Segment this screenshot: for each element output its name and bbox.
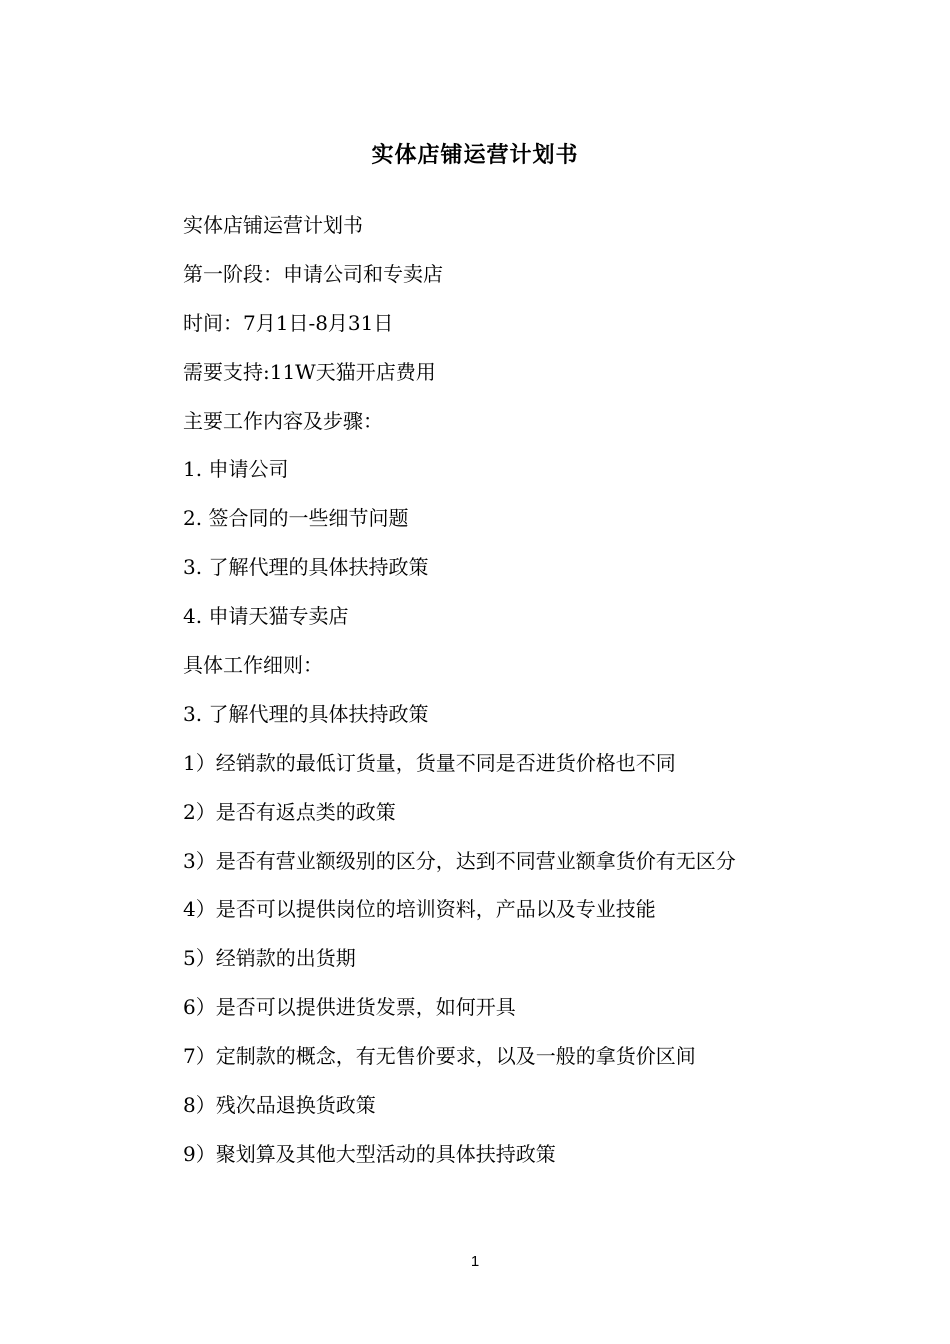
list-item: 4. 申请天猫专卖店 — [183, 604, 349, 629]
document-body — [183, 209, 883, 1187]
body-line: 第一阶段：申请公司和专卖店 — [183, 261, 443, 286]
list-item: 3）是否有营业额级别的区分，达到不同营业额拿货价有无区分 — [183, 848, 736, 873]
list-item: 7）定制款的概念，有无售价要求，以及一般的拿货价区间 — [183, 1044, 696, 1069]
list-item: 2）是否有返点类的政策 — [183, 799, 396, 824]
list-item: 1. 申请公司 — [183, 457, 289, 482]
list-item: 8）残次品退换货政策 — [183, 1093, 376, 1118]
list-item: 5）经销款的出货期 — [183, 946, 356, 971]
body-line: 时间：7月1日-8月31日 — [183, 310, 394, 335]
body-line: 具体工作细则： — [183, 653, 323, 678]
list-item: 3. 了解代理的具体扶持政策 — [183, 555, 429, 580]
list-item: 2. 签合同的一些细节问题 — [183, 506, 409, 531]
body-line: 主要工作内容及步骤： — [183, 408, 383, 433]
body-line: 实体店铺运营计划书 — [183, 213, 363, 237]
list-item: 1）经销款的最低订货量，货量不同是否进货价格也不同 — [183, 750, 676, 775]
body-line: 需要支持:11W天猫开店费用 — [183, 359, 436, 384]
list-item: 6）是否可以提供进货发票，如何开具 — [183, 995, 516, 1020]
section-heading: 3. 了解代理的具体扶持政策 — [183, 701, 429, 726]
list-item: 9）聚划算及其他大型活动的具体扶持政策 — [183, 1141, 556, 1166]
document-title: 实体店铺运营计划书 — [371, 143, 579, 168]
page-number: 1 — [470, 1253, 480, 1270]
list-item: 4）是否可以提供岗位的培训资料，产品以及专业技能 — [183, 897, 656, 922]
